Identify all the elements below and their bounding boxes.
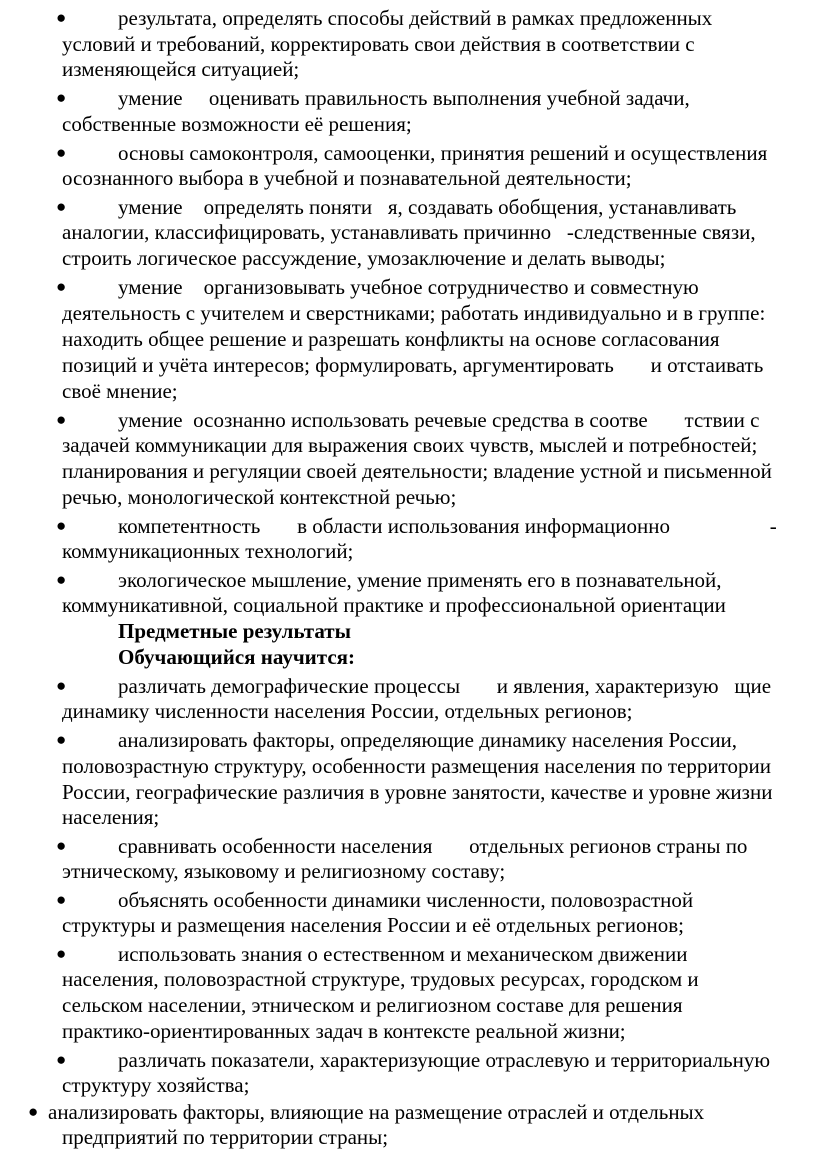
bullet-icon: ● bbox=[56, 410, 67, 429]
text-line: умение определять поняти я, создавать обобщения, устанавливать bbox=[118, 195, 737, 219]
text-line: сравнивать особенности населения отдельных регионов страны по bbox=[118, 834, 748, 858]
bullet-icon: ● bbox=[56, 944, 67, 963]
text-line: этническому, языковому и религиозному составу; bbox=[62, 859, 506, 883]
text-line: населения, половозрастной структуре, трудовых ресурсах, городском и bbox=[62, 967, 699, 991]
text-line: своё мнение; bbox=[62, 379, 178, 403]
text-line: результата, определять способы действий в рамках предложенных bbox=[118, 6, 713, 30]
text-line: использовать знания о естественном и механическом движении bbox=[118, 942, 688, 966]
bullet-icon: ● bbox=[56, 88, 67, 107]
text-line: осознанного выбора в учебной и познавательной деятельности; bbox=[62, 166, 632, 190]
text-line: умение осознанно использовать речевые средства в соотве тствии с bbox=[118, 408, 760, 432]
bullet-icon: ● bbox=[28, 1102, 39, 1121]
text-line: задачей коммуникации для выражения своих чувств, мыслей и потребностей; bbox=[62, 433, 758, 457]
text-line: умение организовывать учебное сотрудничество и совместную bbox=[118, 275, 699, 299]
text-line: структуры и размещения населения России и её отдельных регионов; bbox=[62, 913, 684, 937]
text-line: деятельность с учителем и сверстниками; работать индивидуально и в группе: bbox=[62, 301, 766, 325]
text-line: находить общее решение и разрешать конфликты на основе согласования bbox=[62, 327, 720, 351]
bullet-icon: ● bbox=[56, 197, 67, 216]
text-line: условий и требований, корректировать свои действия в соответствии с bbox=[62, 32, 695, 56]
bullet-icon: ● bbox=[56, 890, 67, 909]
text-line: изменяющейся ситуацией; bbox=[62, 57, 300, 81]
text-line: объяснять особенности динамики численности, половозрастной bbox=[118, 888, 694, 912]
bullet-icon: ● bbox=[56, 8, 67, 27]
bullet-icon: ● bbox=[56, 730, 67, 749]
text-line: половозрастную структуру, особенности размещения населения по территории bbox=[62, 754, 772, 778]
text-line: планирования и регуляции своей деятельности; владение устной и письменной bbox=[62, 459, 772, 483]
text-line: структуру хозяйства; bbox=[62, 1073, 250, 1097]
text-line: динамику численности населения России, отдельных регионов; bbox=[62, 699, 633, 723]
bullet-icon: ● bbox=[56, 516, 67, 535]
text-line: различать демографические процессы и явления, характеризую щие bbox=[118, 674, 772, 698]
text-line: сельском населении, этническом и религиозном составе для решения bbox=[62, 993, 683, 1017]
bullet-icon: ● bbox=[56, 277, 67, 296]
text-line: речью, монологической контекстной речью; bbox=[62, 485, 457, 509]
text-line: основы самоконтроля, самооценки, принятия решений и осуществления bbox=[118, 141, 768, 165]
section-subheading: Обучающийся научится: bbox=[118, 645, 356, 669]
text-line: анализировать факторы, влияющие на размещение отраслей и отдельных bbox=[48, 1100, 705, 1124]
text-line: России, географические различия в уровне занятости, качестве и уровне жизни bbox=[62, 780, 773, 804]
text-line: анализировать факторы, определяющие динамику населения России, bbox=[118, 728, 738, 752]
text-line: экологическое мышление, умение применять его в познавательной, bbox=[118, 568, 722, 592]
text-line: позиций и учёта интересов; формулировать, аргументировать и отстаивать bbox=[62, 353, 764, 377]
section-heading: Предметные результаты bbox=[118, 619, 351, 643]
bullet-icon: ● bbox=[56, 1050, 67, 1069]
text-line: населения; bbox=[62, 805, 160, 829]
bullet-icon: ● bbox=[56, 836, 67, 855]
text-line: практико-ориентированных задач в контексте реальной жизни; bbox=[62, 1019, 626, 1043]
text-line: аналогии, классифицировать, устанавливать причинно -следственные связи, bbox=[62, 220, 756, 244]
bullet-icon: ● bbox=[56, 570, 67, 589]
text-line: собственные возможности её решения; bbox=[62, 112, 412, 136]
text-line: различать показатели, характеризующие отраслевую и территориальную bbox=[118, 1048, 771, 1072]
text-line: строить логическое рассуждение, умозаключение и делать выводы; bbox=[62, 246, 666, 270]
text-line: предприятий по территории страны; bbox=[62, 1125, 389, 1149]
text-line: коммуникативной, социальной практике и профессиональной ориентации bbox=[62, 593, 726, 617]
text-line: умение оценивать правильность выполнения учебной задачи, bbox=[118, 86, 690, 110]
bullet-icon: ● bbox=[56, 143, 67, 162]
bullet-icon: ● bbox=[56, 676, 67, 695]
text-line: коммуникационных технологий; bbox=[62, 539, 354, 563]
text-line: компетентность в области использования информационно - bbox=[118, 514, 777, 538]
